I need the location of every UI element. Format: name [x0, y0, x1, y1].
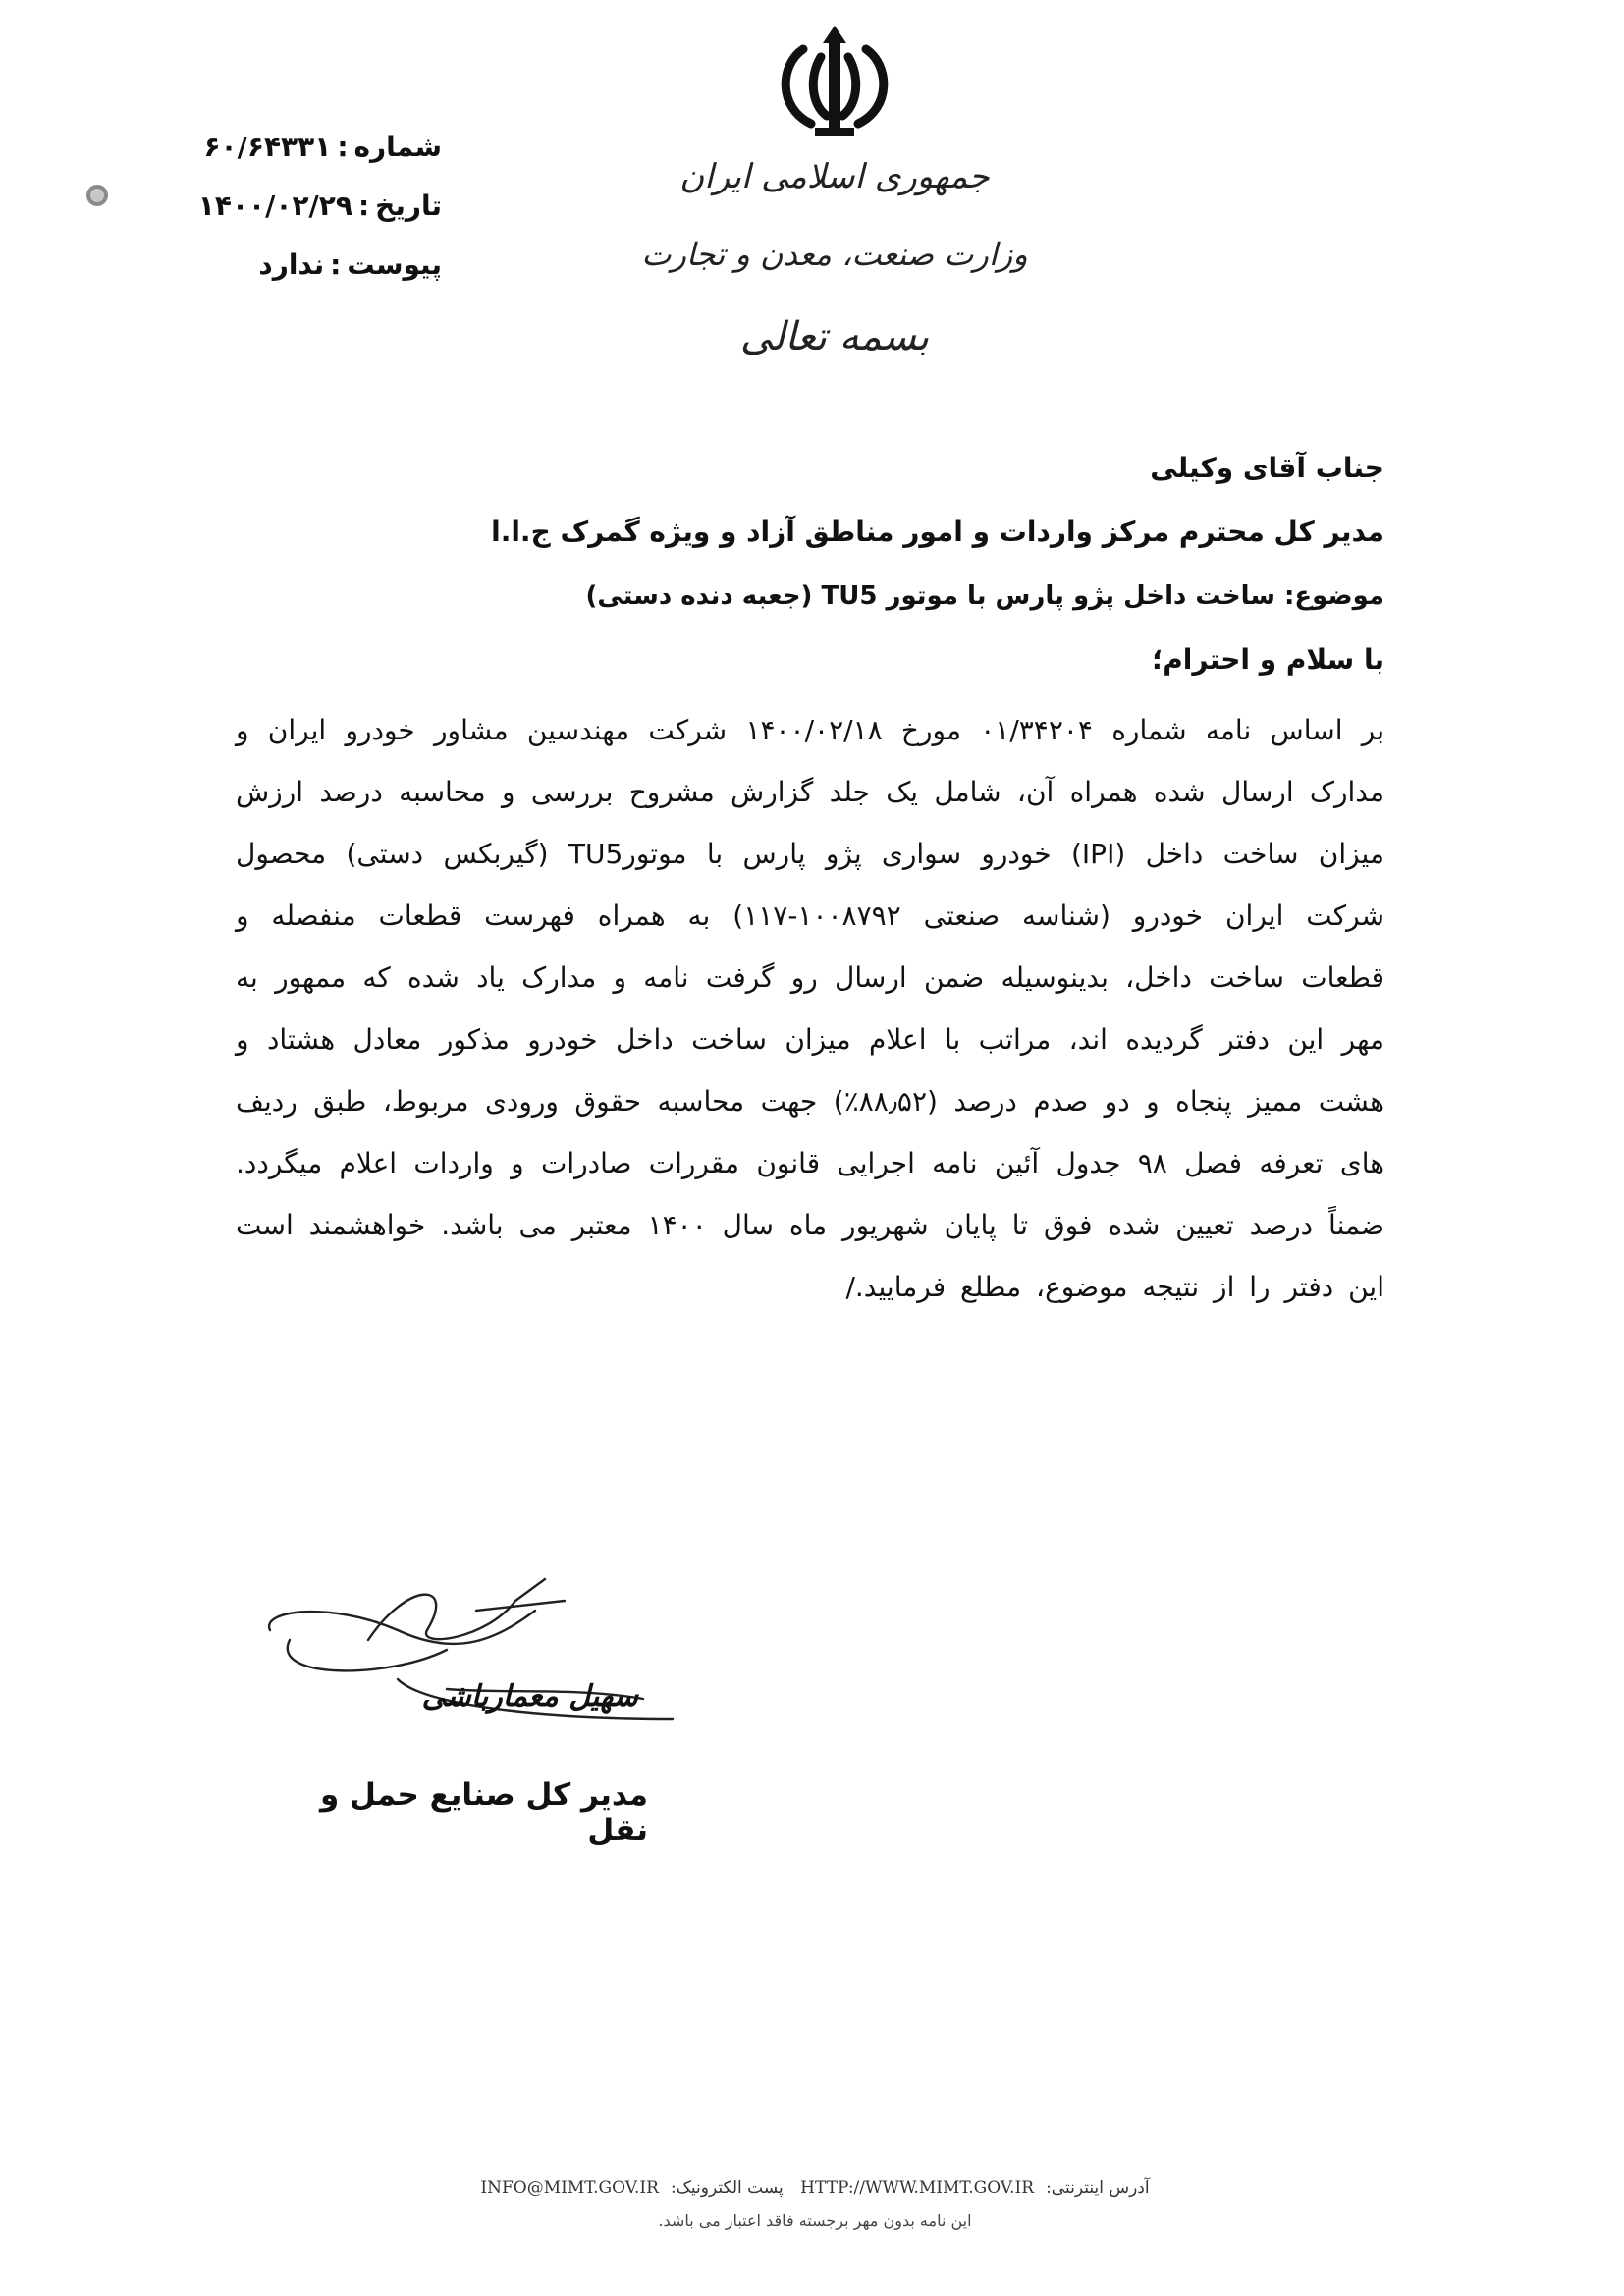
letter-body: بر اساس نامه شماره ۰۱/۳۴۲۰۴ مورخ ۱۴۰۰/۰۲/۱۸ شرکت مهندسین مشاور خودرو ایران و مدارک ارسال شده همراه آن، شامل یک جلد گزارش مشروح بررسی و محاسبه درصد ارزش میزان ساخت داخل (IPI) خودرو سواری پژو پارس با موتورTU5 (گیربکس دستی) محصول شرکت ایران خودرو (شناسه صنعتی ۱۰۰۸۷۹۲-۱۱۷) به همراه فهرست قطعات منفصله و قطعات ساخت داخل، بدینوسیله ضمن ارسال رو گرفت نامه و مدارک یاد شده که ممهور به مهر این دفتر گردیده اند، مراتب با اعلام میزان ساخت داخل خودرو مذکور معادل هشتاد و هشت ممیز پنجاه و دو صدم درصد (۸۸٫۵۲٪) جهت محاسبه حقوق ورودی مربوط، طبق ردیف های تعرفه فصل ۹۸ جدول آئین نامه اجرایی قانون مقررات صادرات و واردات اعلام میگردد. ضمناً درصد تعیین شده فوق تا پایان شهریور ماه سال ۱۴۰۰ معتبر می باشد. خواهشمند است این دفتر را از نتیجه موضوع، مطلع فرمایید./	[236, 714, 1385, 1303]
recipient-title: مدیر کل محترم مرکز واردات و امور مناطق آزاد و ویژه گمرک ج.ا.ا	[491, 516, 1384, 548]
iran-emblem-icon	[766, 18, 903, 145]
attachment-value: ندارد	[258, 248, 325, 281]
email-address-link[interactable]: INFO@MIMT.GOV.IR	[480, 2178, 659, 2198]
date-row	[147, 177, 442, 236]
footer-contacts	[412, 2178, 1218, 2198]
date-value: ۱۴۰۰/۰۲/۲۹	[197, 190, 352, 222]
letter-subject: موضوع: ساخت داخل پژو پارس با موتور TU5 (جعبه دنده دستی)	[585, 581, 1384, 611]
web-label: آدرس اینترنتی:	[1046, 2178, 1150, 2198]
recipient-name: جناب آقای وکیلی	[1150, 452, 1384, 484]
invocation: بسمه تعالی	[739, 314, 930, 359]
date-colon: :	[357, 190, 370, 222]
date-label: تاریخ	[375, 190, 442, 222]
number-label: شماره	[353, 131, 442, 163]
signer-title: مدیر کل صنایع حمل و نقل	[319, 1777, 648, 1848]
number-row	[147, 118, 442, 177]
email-label: پست الکترونیک:	[670, 2178, 784, 2198]
attachment-row	[147, 236, 442, 295]
signer-name: سهیل معمارباشی	[421, 1679, 638, 1714]
attachment-label: پیوست	[347, 248, 442, 281]
attachment-colon: :	[330, 248, 342, 281]
letter-footer	[412, 2178, 1218, 2230]
letter-meta	[147, 118, 442, 295]
validity-note: این نامه بدون مهر برجسته فاقد اعتبار می باشد.	[658, 2212, 972, 2230]
handwritten-signature	[250, 1571, 682, 1748]
number-value: ۶۰/۶۴۳۳۱	[203, 131, 332, 163]
binder-hole-icon	[86, 185, 108, 206]
country-name: جمهوری اسلامی ایران	[679, 157, 990, 196]
letter-greeting: با سلام و احترام؛	[1152, 643, 1384, 676]
ministry-name: وزارت صنعت، معدن و تجارت	[641, 236, 1028, 273]
web-address-link[interactable]: HTTP://WWW.MIMT.GOV.IR	[800, 2178, 1035, 2198]
number-colon: :	[337, 131, 349, 163]
